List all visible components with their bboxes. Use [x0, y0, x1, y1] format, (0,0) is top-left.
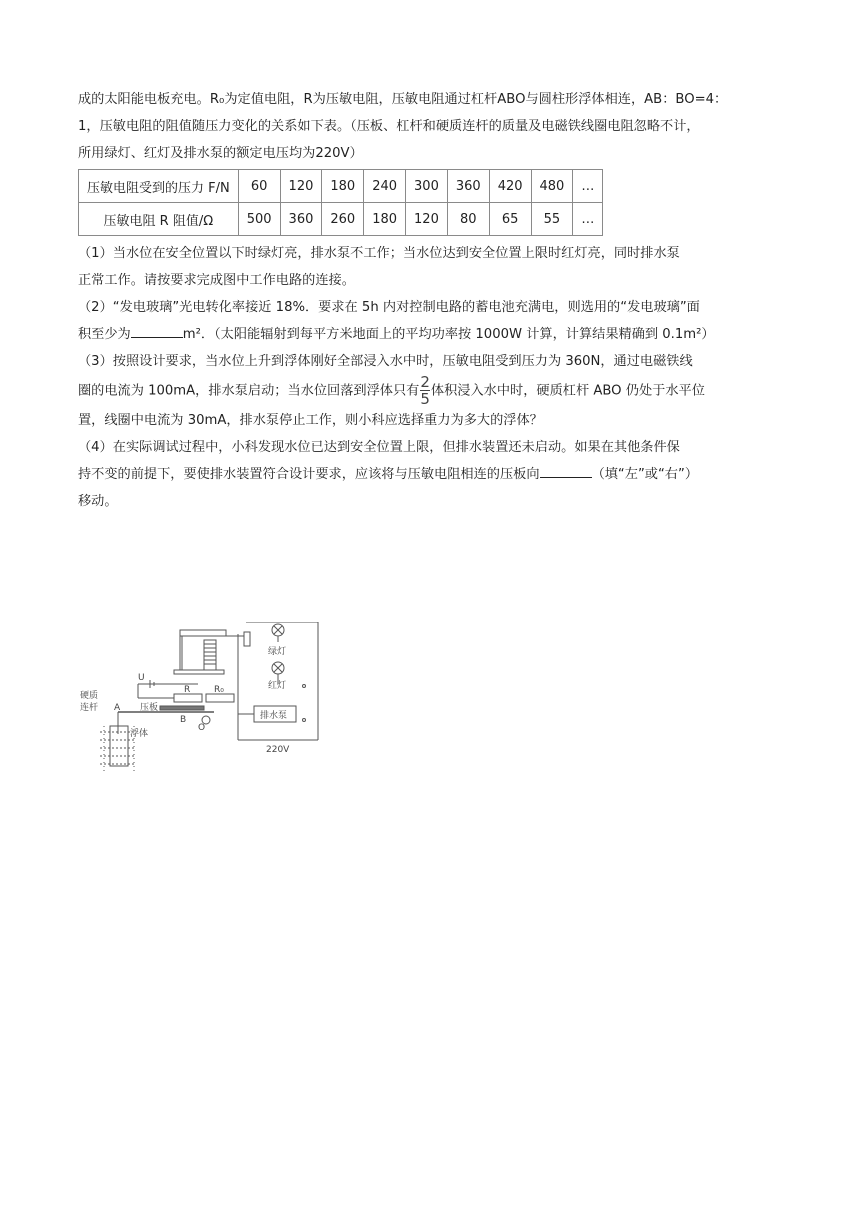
pressure-resistance-table	[78, 169, 603, 236]
q2-line-1: （2）“发电玻璃”光电转化率接近 18%．要求在 5h 内对控制电路的蓄电池充满电，则选用的“发电玻璃”面	[78, 300, 700, 315]
q3-text-a: 圈的电流为 100mA，排水泵启动；当水位回落到浮体只有	[78, 383, 420, 399]
table-cell: …	[573, 170, 603, 203]
label-rod-1: 硬质	[80, 691, 99, 701]
table-header-pressure: 压敏电阻受到的压力 F/N	[79, 170, 239, 203]
q1-line-1: （1）当水位在安全位置以下时绿灯亮，排水泵不工作；当水位达到安全位置上限时红灯亮，同时排水泵	[78, 246, 680, 261]
table-cell: 420	[489, 170, 531, 203]
q3-line-3: 置，线圈中电流为 30mA，排水泵停止工作，则小科应选择重力为多大的浮体？	[78, 412, 543, 428]
fraction-numerator: 2	[420, 373, 430, 391]
table-cell: 300	[406, 170, 448, 203]
table-row	[79, 203, 603, 236]
label-rod-2: 连杆	[80, 703, 99, 713]
resistor-R0	[206, 694, 234, 702]
label-A: A	[114, 703, 121, 713]
table-cell: 260	[322, 203, 364, 236]
table-cell: 55	[531, 203, 573, 236]
q4-line-1: （4）在实际调试过程中，小科发现水位已达到安全位置上限，但排水装置还未启动。如果在其他条件保	[78, 439, 680, 455]
table-cell: 360	[280, 203, 322, 236]
label-green-lamp: 绿灯	[268, 647, 287, 657]
intro-line-1: 成的太阳能电板充电。R₀为定值电阻，R为压敏电阻，压敏电阻通过杠杆ABO与圆柱形浮体相连，AB：BO=4：	[78, 92, 728, 107]
table-cell: 120	[406, 203, 448, 236]
q2-answer-blank[interactable]	[131, 323, 183, 338]
q4-answer-blank[interactable]	[540, 463, 592, 478]
q2-line-2	[78, 321, 790, 348]
q4-text-b: （填“左”或“右”）	[591, 466, 699, 482]
fraction-two-fifths	[420, 375, 430, 406]
table-cell: 480	[531, 170, 573, 203]
label-B: B	[180, 715, 187, 725]
fraction-denominator: 5	[420, 390, 430, 408]
intro-line-2: 1，压敏电阻的阻值随压力变化的关系如下表。（压板、杠杆和硬质连杆的质量及电磁铁线圈电阻忽略不计，	[78, 119, 700, 134]
label-pump: 排水泵	[260, 711, 288, 721]
table-cell: 500	[238, 203, 280, 236]
table-cell: 180	[364, 203, 406, 236]
label-R0: R₀	[214, 685, 224, 695]
table-cell: 60	[238, 170, 280, 203]
table-row	[79, 170, 603, 203]
q4-line-3: 移动。	[78, 493, 118, 509]
q2-text-b: m²．（太阳能辐射到每平方米地面上的平均功率按 1000W 计算，计算结果精确到 0.1m²）	[182, 327, 715, 342]
table-cell: 120	[280, 170, 322, 203]
armature	[180, 630, 226, 636]
label-O: O	[198, 723, 206, 733]
table-header-resistance: 压敏电阻 R 阻值/Ω	[79, 203, 239, 236]
q3-line-2	[78, 375, 790, 407]
q1-line-2: 正常工作。请按要求完成图中工作电路的连接。	[78, 273, 355, 288]
question-body	[78, 86, 790, 515]
table-cell: 240	[364, 170, 406, 203]
label-red-lamp: 红灯	[268, 681, 287, 691]
circuit-diagram	[78, 622, 328, 774]
label-R: R	[184, 685, 191, 695]
q3-text-b: 体积浸入水中时，硬质杠杆 ABO 仍处于水平位	[430, 383, 705, 399]
table-cell: 65	[489, 203, 531, 236]
q4-text-a: 持不变的前提下，要使排水装置符合设计要求，应该将与压敏电阻相连的压板向	[78, 466, 540, 482]
label-plate: 压板	[140, 703, 159, 713]
table-cell: 80	[447, 203, 489, 236]
circuit-svg	[78, 622, 328, 774]
label-float: 浮体	[130, 729, 149, 739]
table-cell: 180	[322, 170, 364, 203]
label-voltage: 220V	[266, 745, 290, 755]
resistor-R	[174, 694, 202, 702]
table-cell: 360	[447, 170, 489, 203]
pressure-plate	[160, 706, 204, 710]
q4-line-2	[78, 461, 790, 488]
q2-text-a: 积至少为	[78, 327, 131, 342]
label-U: U	[138, 673, 145, 683]
intro-line-3: 所用绿灯、红灯及排水泵的额定电压均为220V）	[78, 146, 363, 161]
table-cell: …	[573, 203, 603, 236]
q3-line-1: （3）按照设计要求，当水位上升到浮体刚好全部浸入水中时，压敏电阻受到压力为 360N，通过电磁铁线	[78, 354, 693, 369]
